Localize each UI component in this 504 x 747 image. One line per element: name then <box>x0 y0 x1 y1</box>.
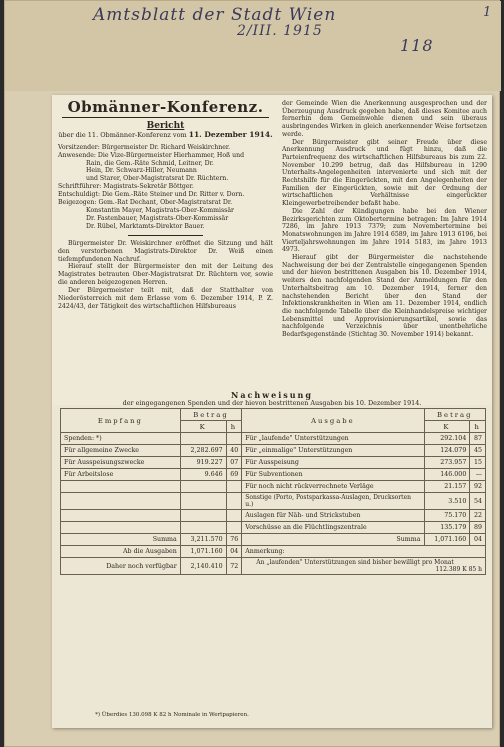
member-line: Schriftführer: Magistrats-Sekretär Böttger. <box>58 183 194 191</box>
member-line: Beigezogen: Gem.-Rat Dechant, Ober-Magistratsrat Dr. <box>58 199 233 207</box>
ausgabe-header: Ausgabe <box>242 409 424 433</box>
anmerkung-label: Anmerkung: <box>242 546 486 558</box>
betrag-header: Betrag <box>180 409 241 421</box>
report-heading: Bericht <box>146 120 185 131</box>
ausgabe-kronen: 273.957 <box>424 457 470 469</box>
report-date: 11. Dezember 1914. <box>188 129 273 139</box>
right-summa-heller: 04 <box>470 534 486 546</box>
ausgabe-heller: — <box>470 469 486 481</box>
summa-heller: 76 <box>226 534 242 546</box>
table-row <box>61 493 486 510</box>
paragraph: Hierauf stellt der Bürgermeister den mit der Leitung des Magistrates betrauten Ober-Magistratsrat Dr. Rüchtern vor, sowie die anderen beigezogenen Herren. <box>58 263 273 287</box>
member-line: Vorsitzender: Bürgermeister Dr. Richard Weiskirchner. <box>58 143 231 151</box>
verfuegbar-label: Daher noch verfügbar <box>61 558 181 575</box>
ledger-title: Nachweisung <box>231 390 313 400</box>
summa-kronen: 3,211.570 <box>180 534 226 546</box>
handwritten-sheet-number: 1 <box>483 5 493 20</box>
anmerkung-value: 112.389 K 85 h <box>435 566 482 573</box>
anmerkung-line1: An „laufenden" Unterstützungen sind bisher bewilligt <box>256 559 421 566</box>
ausgabe-label: Für Ausspeisung <box>242 457 424 469</box>
paragraph: Hierauf gibt der Bürgermeister die nachstehende Nachweisung der bei der Zentralstelle eingegangenen Spenden und der hievon bestrittenen Ausgaben bis 10. Dezember 1914, weiters den nachfolgenden Stand der Anmeldungen für den Unterhaltsbeitrag am 10. Dezember 1914, ferner den nachstehenden Bericht über den Stand der Infektionskrankheiten in Wien am 11. Dezember 1914, endlich die nachfolgende Tabelle über die Kleinhandelspreise wichtiger Lebensmittel und Approvisionierungsartikel, sowie das nachfolgende Verzeichnis über unentbehrliche Bedarfsgegenstände (Stichtag 30. November 1914) bekannt. <box>282 254 487 339</box>
ausgabe-heller: 54 <box>470 493 486 510</box>
summa-row <box>61 534 486 546</box>
ausgabe-label: Für „einmalige" Unterstützungen <box>242 445 424 457</box>
right-summa-label: Summa <box>242 534 424 546</box>
ausgabe-kronen: 21.157 <box>424 481 470 493</box>
verfuegbar-kronen: 2,140.410 <box>180 558 226 575</box>
anmerkung-line2: pro Monat <box>421 559 454 566</box>
ausgabe-kronen: 75.170 <box>424 510 470 522</box>
member-line: Anwesende: Die Vize-Bürgermeister Hierhammer, Hoß und <box>58 151 245 159</box>
ausgabe-heller: 87 <box>470 433 486 445</box>
heller-header: h <box>470 421 486 433</box>
kronen-header: K <box>424 421 470 433</box>
summa-label: Summa <box>61 534 181 546</box>
paragraph: Der Bürgermeister teilt mit, daß der Statthalter von Niederösterreich mit dem Erlasse vom 6. Dezember 1914, P. Z. 2424/43, der Tätigkeit des wirtschaftlichen Hilfsbureaus <box>58 287 273 310</box>
member-line: Konstantin Mayer, Magistrats-Ober-Kommissär <box>86 206 234 214</box>
ausgabe-kronen: 292.104 <box>424 433 470 445</box>
ledger-table <box>60 408 486 575</box>
ausgabe-kronen: 146.000 <box>424 469 470 481</box>
member-line: Rain, die Gem.-Räte Schmid, Leitner, Dr. <box>86 159 214 167</box>
ab-ausgaben-label: Ab die Ausgaben <box>61 546 181 558</box>
page-title: Obmänner-Konferenz. <box>67 98 264 116</box>
empfang-heller: 40 <box>226 445 242 457</box>
ausgabe-label: Für Subventionen <box>242 469 424 481</box>
left-column <box>58 100 273 311</box>
footnote: *) Überdies 130.098 K 82 h Nominale in Wertpapieren. <box>95 712 249 718</box>
ausgabe-label: Sonstige (Porto, Postsparkassa-Auslagen, Drucksorten u.) <box>242 493 424 510</box>
table-row <box>61 522 486 534</box>
ausgabe-heller: 89 <box>470 522 486 534</box>
table-row <box>61 481 486 493</box>
member-line: Dr. Fastenbauer, Magistrats-Ober-Kommissär <box>86 214 229 222</box>
table-row <box>61 433 486 445</box>
empfang-label: Für allgemeine Zwecke <box>61 445 181 457</box>
paragraph: Die Zahl der Kündigungen habe bei den Wiener Bezirksgerichten zum Oktobertermine betragen: Im Jahre 1914 7286, im Jahre 1913 7379; zum Novembertermine bei Monatswohnungen im Jahre 1914 6589, im Jahre 1913 6196, bei Vierteljahrswohnungen im Jahre 1914 5183, im Jahre 1913 4973. <box>282 207 487 254</box>
heller-header: h <box>226 421 242 433</box>
ausgabe-kronen: 3.510 <box>424 493 470 510</box>
member-line: Entschuldigt: Die Gem.-Räte Steiner und Dr. Ritter v. Dorn. <box>58 191 245 199</box>
empfang-kronen: 919.227 <box>180 457 226 469</box>
spenden-label: Spenden: *) <box>61 433 181 445</box>
empfang-header: Empfang <box>61 409 181 433</box>
ledger-header-row <box>61 409 486 421</box>
ausgabe-label: Auslagen für Näh- und Strickstuben <box>242 510 424 522</box>
right-summa-kronen: 1,071.160 <box>424 534 470 546</box>
member-line: und Starer, Ober-Magistratsrat Dr. Rüchtern. <box>86 175 229 183</box>
ausgabe-heller: 22 <box>470 510 486 522</box>
kronen-header: K <box>180 421 226 433</box>
paragraph: Bürgermeister Dr. Weiskirchner eröffnet die Sitzung und hält den verstorbenen Magistrats-Direktor Dr. Weiß einen tiefempfundenen Nachruf. <box>58 239 273 263</box>
right-column <box>282 100 487 339</box>
members-list <box>58 144 273 231</box>
report-sub-prefix: über die 11. Obmänner-Konferenz vom <box>58 130 187 139</box>
ausgabe-heller: 45 <box>470 445 486 457</box>
report-subheading <box>58 131 273 140</box>
title-divider <box>62 117 269 118</box>
ausgabe-heller: 15 <box>470 457 486 469</box>
empfang-label: Für Ausspeisungszwecke <box>61 457 181 469</box>
table-row <box>61 558 486 575</box>
member-line: Hein, Dr. Schwarz-Hiller, Neumann <box>86 167 197 175</box>
ab-ausgaben-heller: 04 <box>226 546 242 558</box>
ausgabe-label: Vorschüsse an die Flüchtlingszentrale <box>242 522 424 534</box>
betrag-header: Betrag <box>424 409 486 421</box>
member-line: Dr. Rübel, Marktamts-Direktor Bauer. <box>86 222 205 230</box>
empfang-label: Für Arbeitslose <box>61 469 181 481</box>
handwritten-page-number: 118 <box>400 36 434 55</box>
table-row <box>61 457 486 469</box>
empfang-kronen: 2,282.697 <box>180 445 226 457</box>
table-row <box>61 510 486 522</box>
ausgabe-kronen: 135.179 <box>424 522 470 534</box>
ab-ausgaben-kronen: 1,071.160 <box>180 546 226 558</box>
empfang-heller: 07 <box>226 457 242 469</box>
handwritten-date-note: 2/III. 1915 <box>237 23 323 39</box>
ausgabe-kronen: 124.079 <box>424 445 470 457</box>
table-row <box>61 546 486 558</box>
verfuegbar-heller: 72 <box>226 558 242 575</box>
empfang-kronen: 9.646 <box>180 469 226 481</box>
handwritten-source-note: Amtsblatt der Stadt Wien <box>93 5 337 25</box>
anmerkung-text <box>242 558 486 575</box>
paragraph: der Gemeinde Wien die Anerkennung ausgesprochen und der Überzeugung Ausdruck gegeben habe, daß dieses Komitee auch fernerhin dem Gemeinwohle dienen und sein überaus ausbringendes Wirken in gleich anerkennender Weise fortsetzen werde. <box>282 100 487 138</box>
ausgabe-heller: 92 <box>470 481 486 493</box>
ausgabe-label: Für noch nicht rückverrechnete Verläge <box>242 481 424 493</box>
ledger-subtitle: der eingegangenen Spenden und der hievon bestrittenen Ausgaben bis 10. Dezember 1914. <box>122 399 422 407</box>
table-row <box>61 469 486 481</box>
section-divider <box>128 235 203 236</box>
paragraph: Der Bürgermeister gibt seiner Freude über diese Anerkennung Ausdruck und fügt hinzu, daß die Parteienfrequenz des wirtschaftlichen Hilfsbureaus bis zum 22. November 10.299 betrug, daß das Hilfsbureau in 1290 Unterhalts-Angelegenheiten intervenierte und sich mit der Rechtshilfe für die Eingerückten, mit den Angelegenheiten der Familien der Eingerückten, sowie mit der Ordnung der wirtschaftlichen Verhältnisse eingerückter Kleingewerbetreibender befaßt habe. <box>282 138 487 208</box>
table-row <box>61 445 486 457</box>
empfang-heller: 69 <box>226 469 242 481</box>
ausgabe-label: Für „laufende" Unterstützungen <box>242 433 424 445</box>
